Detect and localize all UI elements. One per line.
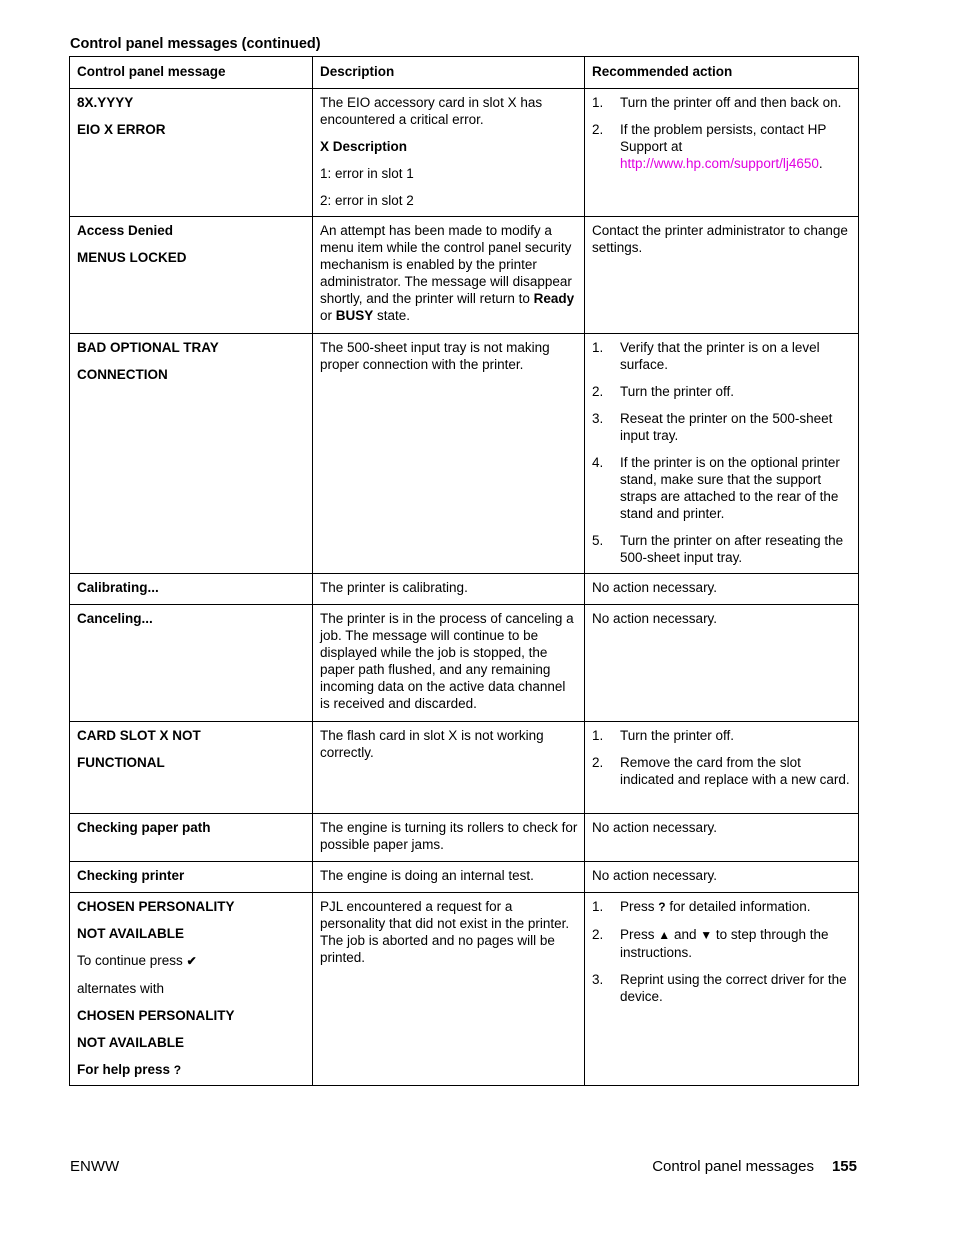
- message-line: Access Denied: [77, 223, 174, 238]
- action-cell: [585, 814, 859, 862]
- action-steps: [592, 727, 852, 788]
- message-line: Canceling...: [77, 611, 153, 626]
- action-text: No action necessary.: [592, 820, 718, 835]
- description-cell: [313, 334, 585, 574]
- message-cell: [70, 605, 313, 722]
- header-message: Control panel message: [70, 57, 313, 89]
- table-row: [70, 217, 859, 334]
- message-line: EIO X ERROR: [77, 122, 166, 137]
- description-text: PJL encountered a request for a personality that did not exist in the printer. The job is aborted and no pages will be printed.: [320, 899, 570, 965]
- description-text: The flash card in slot X is not working correctly.: [320, 728, 544, 760]
- footer-left: ENWW: [70, 1158, 120, 1175]
- message-line: 8X.YYYY: [77, 95, 134, 110]
- message-line: CARD SLOT X NOT: [77, 728, 201, 743]
- footer-right: [652, 1158, 857, 1175]
- question-mark-icon: ?: [173, 1063, 182, 1077]
- action-step: 2. If the problem persists, contact HP Support at http://www.hp.com/support/lj4650.: [592, 122, 827, 171]
- description-cell: [313, 893, 585, 1086]
- description-cell: [313, 605, 585, 722]
- description-cell: [313, 574, 585, 605]
- question-mark-icon: ?: [658, 900, 666, 914]
- message-cell: [70, 893, 313, 1086]
- action-text: No action necessary.: [592, 580, 718, 595]
- description-text: The 500-sheet input tray is not making proper connection with the printer.: [320, 340, 550, 372]
- message-line: MENUS LOCKED: [77, 250, 187, 265]
- action-cell: [585, 574, 859, 605]
- message-cell: [70, 814, 313, 862]
- message-line: CHOSEN PERSONALITY: [77, 1008, 235, 1023]
- table-row: [70, 893, 859, 1086]
- action-step: 1. Press ? for detailed information.: [592, 899, 811, 914]
- action-step: 1. Turn the printer off and then back on.: [592, 95, 842, 110]
- table-row: [70, 814, 859, 862]
- description-text: The engine is turning its rollers to check for possible paper jams.: [320, 820, 578, 852]
- up-arrow-icon: ▲: [658, 928, 671, 942]
- action-cell: [585, 605, 859, 722]
- table-header-row: [70, 57, 859, 89]
- message-cell: [70, 574, 313, 605]
- header-description: Description: [313, 57, 585, 89]
- action-step: 2. Remove the card from the slot indicated and replace with a new card.: [592, 755, 850, 787]
- table-row: [70, 334, 859, 574]
- message-line: NOT AVAILABLE: [77, 1035, 184, 1050]
- action-step: 2. Turn the printer off.: [592, 384, 735, 399]
- action-step: 1. Turn the printer off.: [592, 728, 735, 743]
- message-cell: [70, 862, 313, 893]
- action-step: 3. Reseat the printer on the 500-sheet input tray.: [592, 411, 833, 443]
- action-cell: [585, 334, 859, 574]
- action-step: 5. Turn the printer on after reseating the 500-sheet input tray.: [592, 533, 844, 565]
- action-text: No action necessary.: [592, 868, 718, 883]
- action-cell: [585, 89, 859, 217]
- action-steps: [592, 898, 852, 1005]
- action-cell: [585, 217, 859, 334]
- message-line: For help press ?: [77, 1062, 182, 1077]
- action-text: Contact the printer administrator to change settings.: [592, 223, 848, 255]
- action-cell: [585, 722, 859, 814]
- message-line: alternates with: [77, 981, 165, 996]
- message-line: CONNECTION: [77, 367, 168, 382]
- message-line: FUNCTIONAL: [77, 755, 165, 770]
- message-line: Calibrating...: [77, 580, 159, 595]
- message-line: BAD OPTIONAL TRAY: [77, 340, 219, 355]
- action-step: 4. If the printer is on the optional printer stand, make sure that the support straps are attached to the rear of the stand and printer.: [592, 455, 840, 521]
- description-cell: [313, 217, 585, 334]
- action-steps: [592, 339, 852, 566]
- table-row: [70, 574, 859, 605]
- message-line: Checking paper path: [77, 820, 211, 835]
- message-cell: [70, 722, 313, 814]
- message-line: Checking printer: [77, 868, 185, 883]
- down-arrow-icon: ▼: [700, 928, 713, 942]
- action-step: 2. Press ▲ and ▼ to step through the instructions.: [592, 927, 829, 960]
- page-number: 155: [831, 1158, 857, 1175]
- checkmark-icon: ✔: [186, 954, 197, 968]
- description-cell: [313, 814, 585, 862]
- table-row: [70, 722, 859, 814]
- description-subheading: X Description: [320, 139, 408, 154]
- action-cell: [585, 862, 859, 893]
- control-panel-messages-table: [69, 56, 859, 1086]
- action-step: 1. Verify that the printer is on a level surface.: [592, 340, 820, 372]
- description-text: The EIO accessory card in slot X has encountered a critical error.: [320, 95, 543, 127]
- description-text: The printer is calibrating.: [320, 580, 468, 595]
- action-step: 3. Reprint using the correct driver for the device.: [592, 972, 847, 1004]
- description-cell: [313, 89, 585, 217]
- description-cell: [313, 862, 585, 893]
- description-text: An attempt has been made to modify a menu item while the control panel security mechanism is enabled by the printer administrator. The message will disappear shortly, and the printer will return to Ready or BUSY state.: [320, 223, 575, 323]
- header-action: Recommended action: [585, 57, 859, 89]
- message-line: CHOSEN PERSONALITY: [77, 899, 235, 914]
- table-row: [70, 605, 859, 722]
- action-cell: [585, 893, 859, 1086]
- message-cell: [70, 89, 313, 217]
- action-text: No action necessary.: [592, 611, 718, 626]
- description-text: 1: error in slot 1: [320, 166, 414, 181]
- description-text: The engine is doing an internal test.: [320, 868, 534, 883]
- table-row: [70, 89, 859, 217]
- message-cell: [70, 334, 313, 574]
- description-text: The printer is in the process of canceling a job. The message will continue to be displayed while the job is stopped, the paper path flushed, and any remaining incoming data on the active data channel is received and discarded.: [320, 611, 574, 711]
- message-cell: [70, 217, 313, 334]
- table-row: [70, 862, 859, 893]
- hp-support-link[interactable]: http://www.hp.com/support/lj4650: [620, 156, 819, 171]
- description-cell: [313, 722, 585, 814]
- section-title: Control panel messages (continued): [70, 36, 321, 52]
- message-line: To continue press ✔: [77, 953, 197, 968]
- footer-section: Control panel messages: [652, 1158, 814, 1175]
- description-text: 2: error in slot 2: [320, 193, 414, 208]
- message-line: NOT AVAILABLE: [77, 926, 184, 941]
- action-steps: [592, 94, 852, 172]
